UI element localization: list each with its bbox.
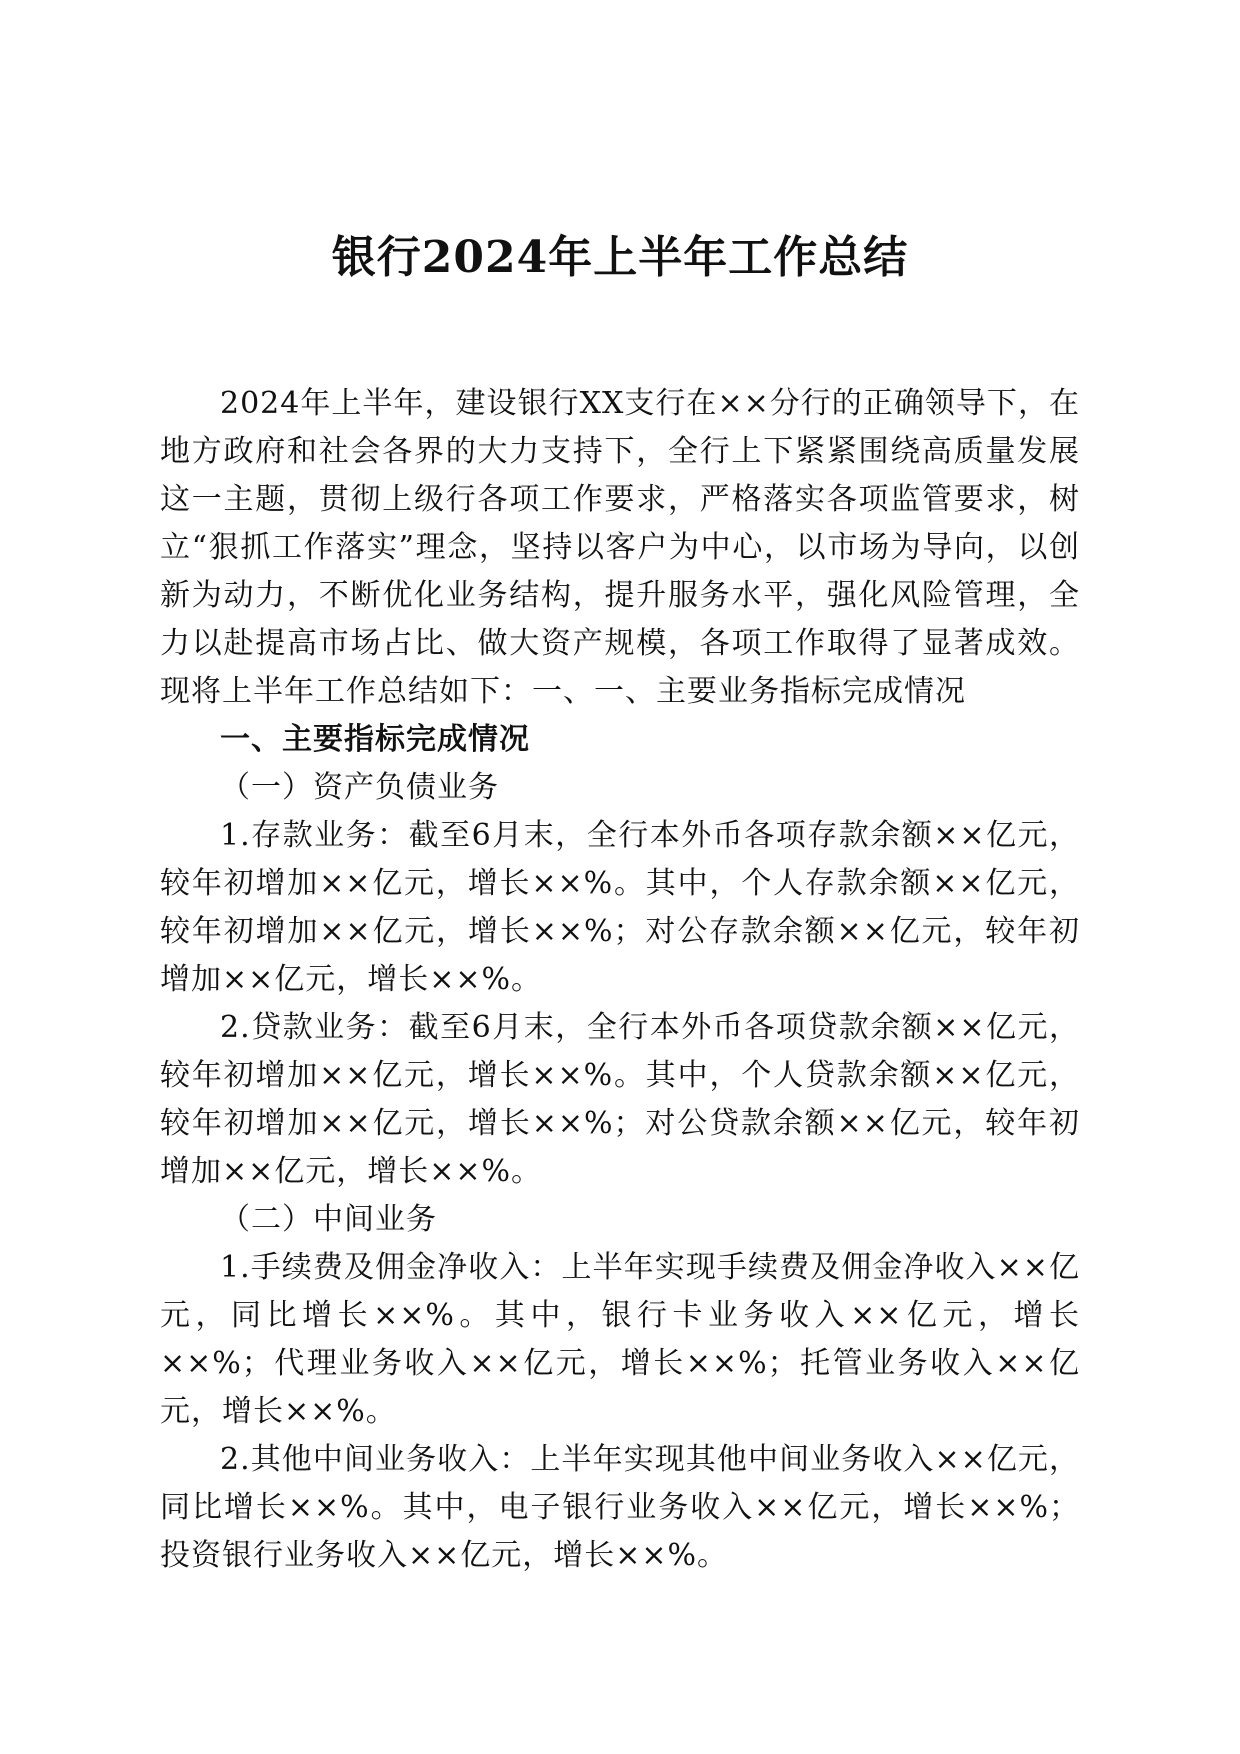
document-body [160,380,1080,1580]
document-title: 银行2024年上半年工作总结 [331,232,909,283]
loan-paragraph: 2.贷款业务：截至6月末，全行本外币各项贷款余额××亿元，较年初增加××亿元，增长××%。其中，个人贷款余额××亿元，较年初增加××亿元，增长××%；对公贷款余额××亿元，较年初增加××亿元，增长××%。 [160,1010,1080,1189]
deposit-paragraph: 1.存款业务：截至6月末，全行本外币各项存款余额××亿元，较年初增加××亿元，增长××%。其中，个人存款余额××亿元，较年初增加××亿元，增长××%；对公存款余额××亿元，较年初增加××亿元，增长××%。 [160,818,1080,997]
subsection-heading-assets-liabilities: （一）资产负债业务 [220,770,499,805]
fee-income-paragraph: 1.手续费及佣金净收入：上半年实现手续费及佣金净收入××亿元，同比增长××%。其中，银行卡业务收入××亿元，增长××%；代理业务收入××亿元，增长××%；托管业务收入××亿元，增长××%。 [160,1250,1080,1429]
other-income-paragraph: 2.其他中间业务收入：上半年实现其他中间业务收入××亿元，同比增长××%。其中，电子银行业务收入××亿元，增长××%；投资银行业务收入××亿元，增长××%。 [160,1442,1080,1573]
intro-paragraph: 2024年上半年，建设银行XX支行在××分行的正确领导下，在地方政府和社会各界的大力支持下，全行上下紧紧围绕高质量发展这一主题，贯彻上级行各项工作要求，严格落实各项监管要求，树立“狠抓工作落实”理念，坚持以客户为中心，以市场为导向，以创新为动力，不断优化业务结构，提升服务水平，强化风险管理，全力以赴提高市场占比、做大资产规模，各项工作取得了显著成效。现将上半年工作总结如下：一、一、主要业务指标完成情况 [160,386,1080,709]
section-heading-main-indicators: 一、主要指标完成情况 [220,722,530,757]
subsection-heading-intermediary-business: （二）中间业务 [220,1202,437,1237]
